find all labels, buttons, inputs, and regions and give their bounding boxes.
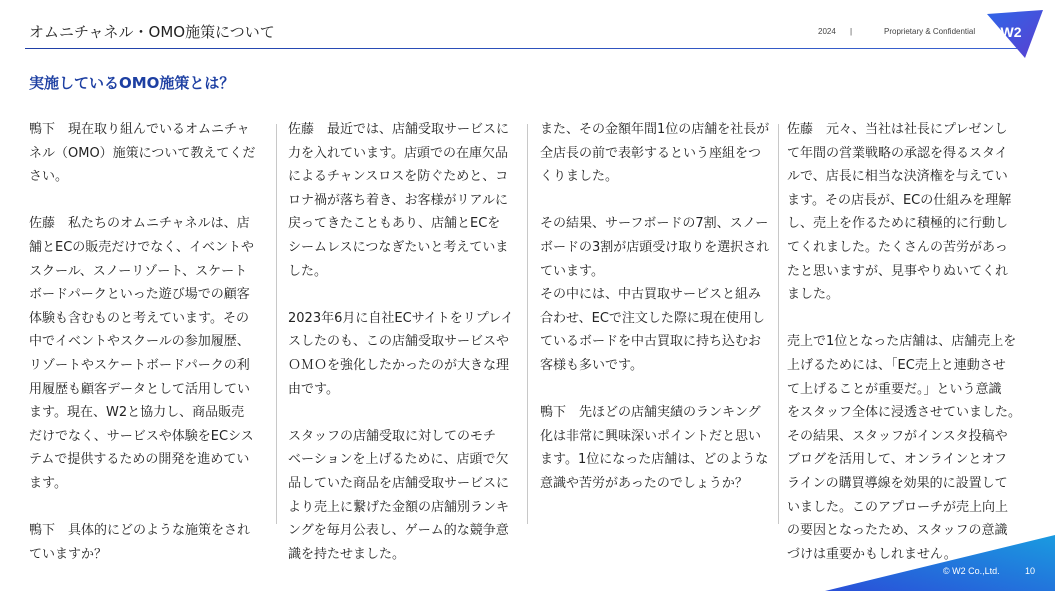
text-line: より売上に繋げた金額の店舗別ランキ xyxy=(288,499,510,515)
text-line: し、売上を作るために積極的に行動し xyxy=(787,216,1009,232)
text-line: たと思いますが、見事やりぬいてくれ xyxy=(787,263,1009,279)
text-line: ます。その店長が、ECの仕組みを理解 xyxy=(787,192,1012,208)
text-line: さい。 xyxy=(29,169,69,185)
text-line: 体験も含むものと考えています。その xyxy=(29,310,249,326)
text-line: その結果、サーフボードの7割、スノー xyxy=(540,216,769,232)
text-line: また、その金額年間1位の店舗を社長が xyxy=(540,122,770,137)
text-line: 佐藤 私たちのオムニチャネルは、店 xyxy=(29,216,250,232)
section-title: 実施しているOMO施策とは？ xyxy=(29,74,235,92)
text-line: した。 xyxy=(288,263,328,279)
text-line: 佐藤 最近では、店舗受取サービスに xyxy=(288,122,510,137)
text-line: 2023年6月に自社ECサイトをリプレイ xyxy=(288,310,514,326)
text-line: 舗とECの販売だけでなく、イベントや xyxy=(29,239,255,255)
text-line: ボードの3割が店頭受け取りを選択され xyxy=(540,239,770,255)
column-divider xyxy=(276,124,277,524)
text-line: 由です。 xyxy=(288,381,339,397)
text-line: 戻ってきたこともあり、店舗とECを xyxy=(288,216,501,232)
text-line xyxy=(288,283,520,307)
footer-corner-graphic xyxy=(825,535,1055,591)
text-line xyxy=(540,189,772,213)
column-3 xyxy=(540,118,772,496)
column-4 xyxy=(787,118,1023,566)
header-year: 2024 xyxy=(818,27,836,36)
text-line: シームレスにつなぎたいと考えていま xyxy=(288,239,509,255)
header-separator: | xyxy=(850,27,853,36)
w2-logo xyxy=(985,10,1045,62)
text-line: ベーションを上げるために、店頭で欠 xyxy=(288,452,509,468)
text-line: 客様も多いです。 xyxy=(540,357,643,373)
logo-text: W2 xyxy=(1000,24,1022,40)
header-title: オムニチャネル・OMO施策について xyxy=(29,23,275,41)
text-line: その中には、中古買取サービスと組み xyxy=(540,287,762,303)
text-line xyxy=(288,401,520,425)
text-line: ました。 xyxy=(787,287,840,303)
text-line: の要因となったため、スタッフの意識 xyxy=(787,523,1008,539)
text-line: ボードパークといった遊び場での顧客 xyxy=(29,287,250,303)
text-line: ていますか？ xyxy=(29,546,108,562)
text-line: 品していた商品を店舗受取サービスに xyxy=(288,475,510,491)
text-line: テムで提供するための開発を進めてい xyxy=(29,452,250,468)
text-line: リゾートやスケートボードパークの利 xyxy=(29,357,250,373)
text-line: くりました。 xyxy=(540,169,619,185)
page-number: 10 xyxy=(1025,566,1036,576)
text-line: ます。現在、W2と協力し、商品販売 xyxy=(29,405,245,421)
text-line: 中でイベントやスクールの参加履歴、 xyxy=(29,334,250,350)
header-divider xyxy=(25,48,1020,49)
text-line xyxy=(540,378,772,402)
text-line: 合わせ、ECで注文した際に現在使用し xyxy=(540,310,765,326)
text-line: 全店長の前で表彰するという座組をつ xyxy=(540,145,762,161)
text-line: ルで、店長に相当な決済権を与えてい xyxy=(787,169,1008,185)
text-line: 意識や苦労があったのでしょうか？ xyxy=(540,475,748,491)
text-line: スしたのも、この店舗受取サービスや xyxy=(288,334,510,350)
text-line: て年間の営業戦略の承認を得るスタイ xyxy=(787,145,1008,161)
text-line: スクール、スノーリゾート、スケート xyxy=(29,263,248,279)
text-line: 上げるためには、「EC売上と連動させ xyxy=(787,357,1006,373)
text-line: によるチャンスロスを防ぐためと、コ xyxy=(288,169,509,185)
text-line: 化は非常に興味深いポイントだと思い xyxy=(540,428,762,444)
text-line: 鴨下 現在取り組んでいるオムニチャ xyxy=(29,122,250,137)
text-line: ているボードを中古買取に持ち込むお xyxy=(540,334,762,350)
text-line: スタッフの店舗受取に対してのモチ xyxy=(288,428,497,444)
text-line: ＯＭＯを強化したかったのが大きな理 xyxy=(288,357,510,373)
text-line: ます。1位になった店舗は、どのような xyxy=(540,452,769,468)
text-line: ロナ禍が落ち着き、お客様がリアルに xyxy=(288,192,508,208)
text-line: だけでなく、サービスや体験をECシス xyxy=(29,428,254,444)
text-line: 識を持たせました。 xyxy=(288,546,406,562)
text-line: ラインの購買導線を効果的に設置して xyxy=(787,475,1008,491)
text-line: 佐藤 元々、当社は社長にプレゼンし xyxy=(787,122,1008,137)
column-1 xyxy=(29,118,259,566)
text-line: 鴨下 具体的にどのような施策をされ xyxy=(29,523,251,539)
text-line: てくれました。たくさんの苦労があっ xyxy=(787,239,1008,255)
text-line: をスタッフ全体に浸透させていました。 xyxy=(787,405,1022,421)
text-line: ネル（OMO）施策について教えてくだ xyxy=(29,145,256,161)
text-line: ブログを活用して、オンラインとオフ xyxy=(787,452,1007,468)
footer-copyright: © W2 Co.,Ltd. xyxy=(943,566,1000,576)
text-line: 売上で1位となった店舗は、店舗売上を xyxy=(787,334,1017,350)
column-divider xyxy=(778,124,779,524)
text-line: その結果、スタッフがインスタ投稿や xyxy=(787,428,1008,444)
text-line: 用履歴も顧客データとして活用してい xyxy=(29,381,251,397)
text-line xyxy=(29,496,259,520)
text-line: 鴨下 先ほどの店舗実績のランキング xyxy=(540,405,761,421)
text-line xyxy=(787,307,1023,331)
text-line xyxy=(29,189,259,213)
text-line: ングを毎月公表し、ゲーム的な競争意 xyxy=(288,523,509,539)
header-confidential: Proprietary & Confidential xyxy=(884,27,976,36)
text-line: 力を入れています。店頭での在庫欠品 xyxy=(288,145,508,161)
column-divider xyxy=(527,124,528,524)
text-line: ています。 xyxy=(540,263,604,279)
text-line: ます。 xyxy=(29,475,67,491)
text-line: づけは重要かもしれません。 xyxy=(787,546,957,562)
column-2 xyxy=(288,118,520,566)
text-line: て上げることが重要だ。」という意識 xyxy=(787,381,1002,397)
text-line: いました。このアプローチが売上向上 xyxy=(787,499,1009,515)
